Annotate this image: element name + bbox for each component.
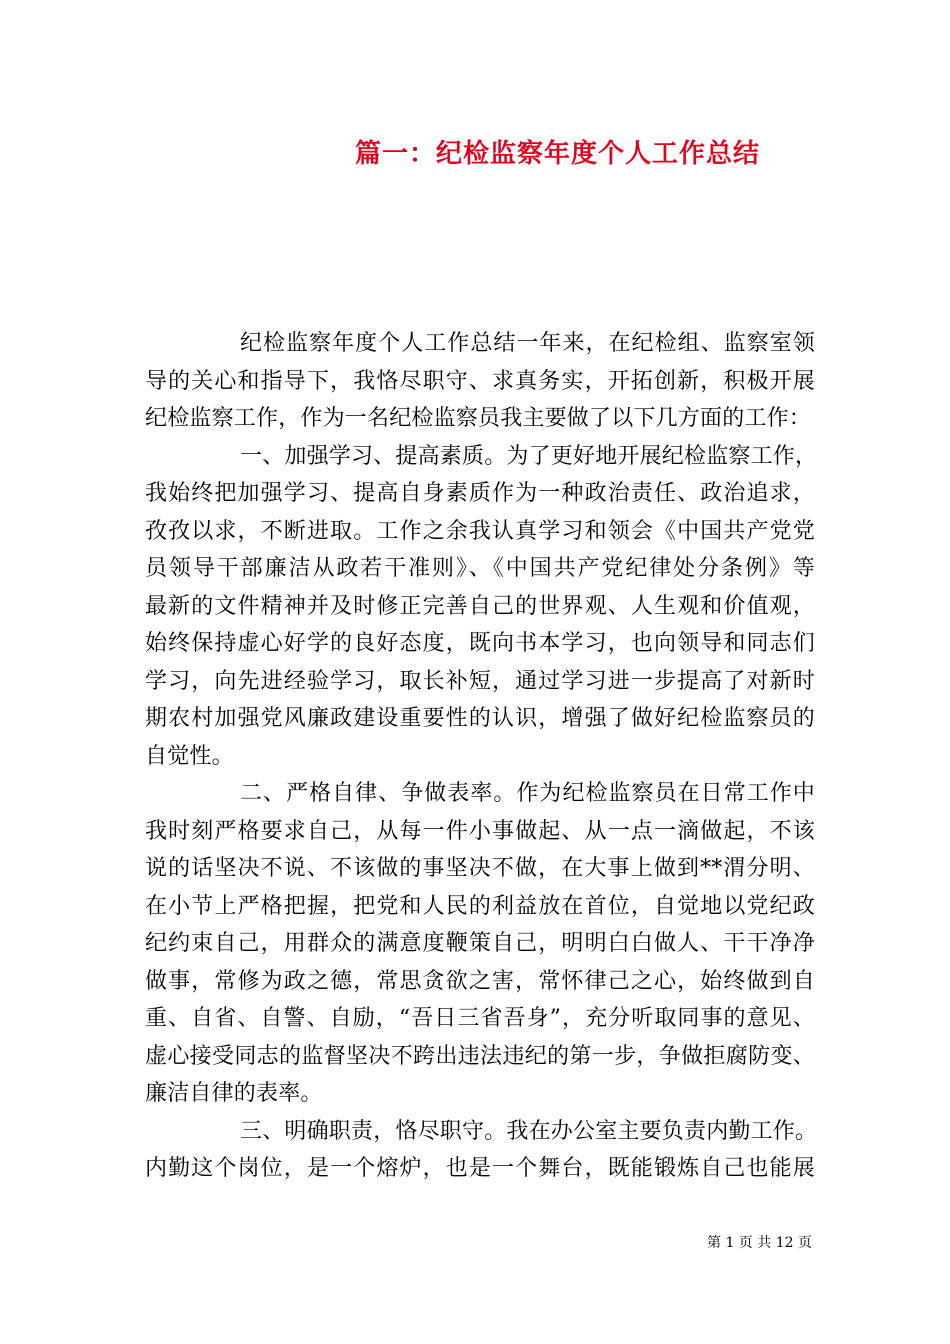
body-line: 一、加强学习、提高素质。为了更好地开展纪检监察工作， [240,443,818,469]
page-number: 第 1 页 共 12 页 [707,1235,812,1251]
body-line: 我时刻严格要求自己，从每一件小事做起、从一点一滴做起，不该 [145,818,815,844]
body-line: 最新的文件精神并及时修正完善自己的世界观、人生观和价值观， [145,593,815,619]
body-line: 三、明确职责，恪尽职守。我在办公室主要负责内勤工作。 [240,1118,818,1144]
body-line: 内勤这个岗位，是一个熔炉，也是一个舞台，既能锻炼自己也能展 [145,1156,815,1181]
body-line: 廉洁自律的表率。 [145,1081,323,1106]
document-body [145,325,818,1188]
body-line: 学习，向先进经验学习，取长补短，通过学习进一步提高了对新时 [145,668,815,694]
body-line: 导的关心和指导下，我恪尽职守、求真务实，开拓创新，积极开展 [145,368,815,394]
body-line: 始终保持虚心好学的良好态度，既向书本学习，也向领导和同志们 [145,631,815,656]
body-line: 重、自省、自警、自励，“吾日三省吾身”，充分听取同事的意见、 [145,1006,815,1031]
body-line: 虚心接受同志的监督坚决不跨出违法违纪的第一步，争做拒腐防变、 [145,1043,815,1069]
body-line: 纪约束自己，用群众的满意度鞭策自己，明明白白做人、干干净净 [145,931,815,956]
body-line: 说的话坚决不说、不该做的事坚决不做，在大事上做到**渭分明、 [145,856,815,881]
body-line: 我始终把加强学习、提高自身素质作为一种政治责任、政治追求， [145,481,815,506]
body-line: 纪检监察工作，作为一名纪检监察员我主要做了以下几方面的工作： [145,406,812,431]
body-line: 在小节上严格把握，把党和人民的利益放在首位，自觉地以党纪政 [145,893,815,919]
body-line: 孜孜以求，不断进取。工作之余我认真学习和领会《中国共产党党 [145,518,815,544]
body-line: 自觉性。 [145,743,234,769]
body-line: 二、严格自律、争做表率。作为纪检监察员在日常工作中 [240,781,815,806]
body-line: 纪检监察年度个人工作总结一年来，在纪检组、监察室领 [240,331,815,356]
document-title: 篇一：纪检监察年度个人工作总结 [355,139,761,169]
body-line: 员领导干部廉洁从政若干准则》、《中国共产党纪律处分条例》等 [145,556,815,581]
body-line: 做事，常修为政之德，常思贪欲之害，常怀律己之心，始终做到自 [145,968,815,994]
body-line: 期农村加强党风廉政建设重要性的认识，增强了做好纪检监察员的 [145,706,815,731]
